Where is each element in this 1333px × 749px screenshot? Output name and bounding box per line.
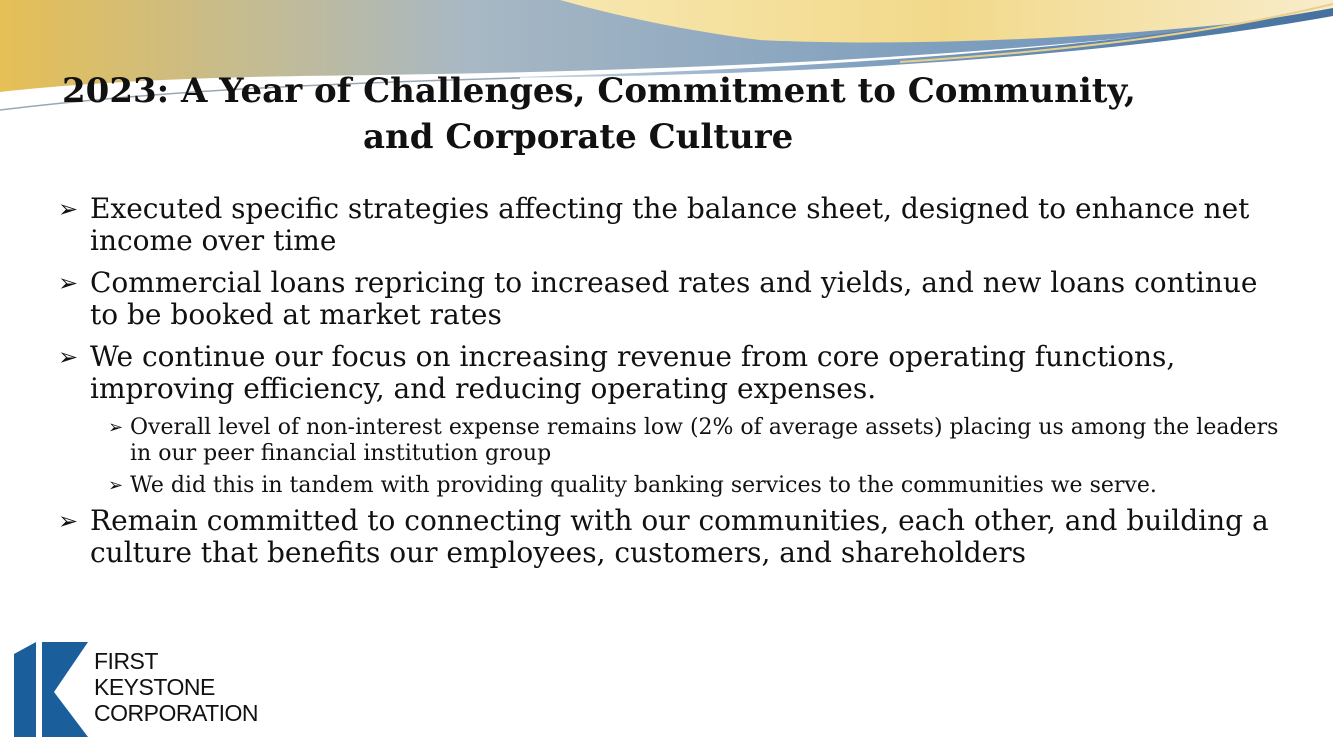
slide-title-line-1: 2023: A Year of Challenges, Commitment to Community, <box>62 71 1136 111</box>
logo-line-keystone: KEYSTONE <box>94 674 215 700</box>
arrow-bullet-icon: ➢ <box>108 417 124 438</box>
sub-bullet-text: Overall level of non-interest expense remains low (2% of average assets) placing us among the leaders in our peer financial institution group <box>130 415 1279 466</box>
company-logo <box>10 642 300 742</box>
sub-bullet-item <box>58 415 1288 467</box>
sub-bullet-item <box>58 473 1288 499</box>
sub-bullet-text: We did this in tandem with providing quality banking services to the communities we serve. <box>130 473 1157 498</box>
logo-line-corporation: CORPORATION <box>94 700 259 726</box>
slide-title <box>0 68 1333 160</box>
bullet-text: We continue our focus on increasing revenue from core operating functions, improving efficiency, and reducing operating expenses. <box>90 340 1176 405</box>
bullet-item <box>58 505 1288 569</box>
keystone-logo-icon <box>10 642 90 737</box>
bullet-list <box>58 193 1288 640</box>
bullet-text: Commercial loans repricing to increased rates and yields, and new loans continue to be booked at market rates <box>90 266 1258 331</box>
arrow-bullet-icon: ➢ <box>58 195 79 223</box>
bullet-item <box>58 193 1288 257</box>
bullet-text: Remain committed to connecting with our communities, each other, and building a culture that benefits our employees, customers, and shareholders <box>90 504 1269 569</box>
arrow-bullet-icon: ➢ <box>58 507 79 535</box>
bullet-item <box>58 267 1288 331</box>
slide-title-line-2: and Corporate Culture <box>363 117 794 157</box>
arrow-bullet-icon: ➢ <box>58 269 79 297</box>
logo-line-first: FIRST <box>94 648 158 674</box>
bullet-text: Executed specific strategies affecting the balance sheet, designed to enhance net income over time <box>90 193 1250 257</box>
arrow-bullet-icon: ➢ <box>108 475 124 496</box>
logo-wordmark <box>94 648 258 726</box>
arrow-bullet-icon: ➢ <box>58 343 79 371</box>
bullet-item <box>58 341 1288 405</box>
